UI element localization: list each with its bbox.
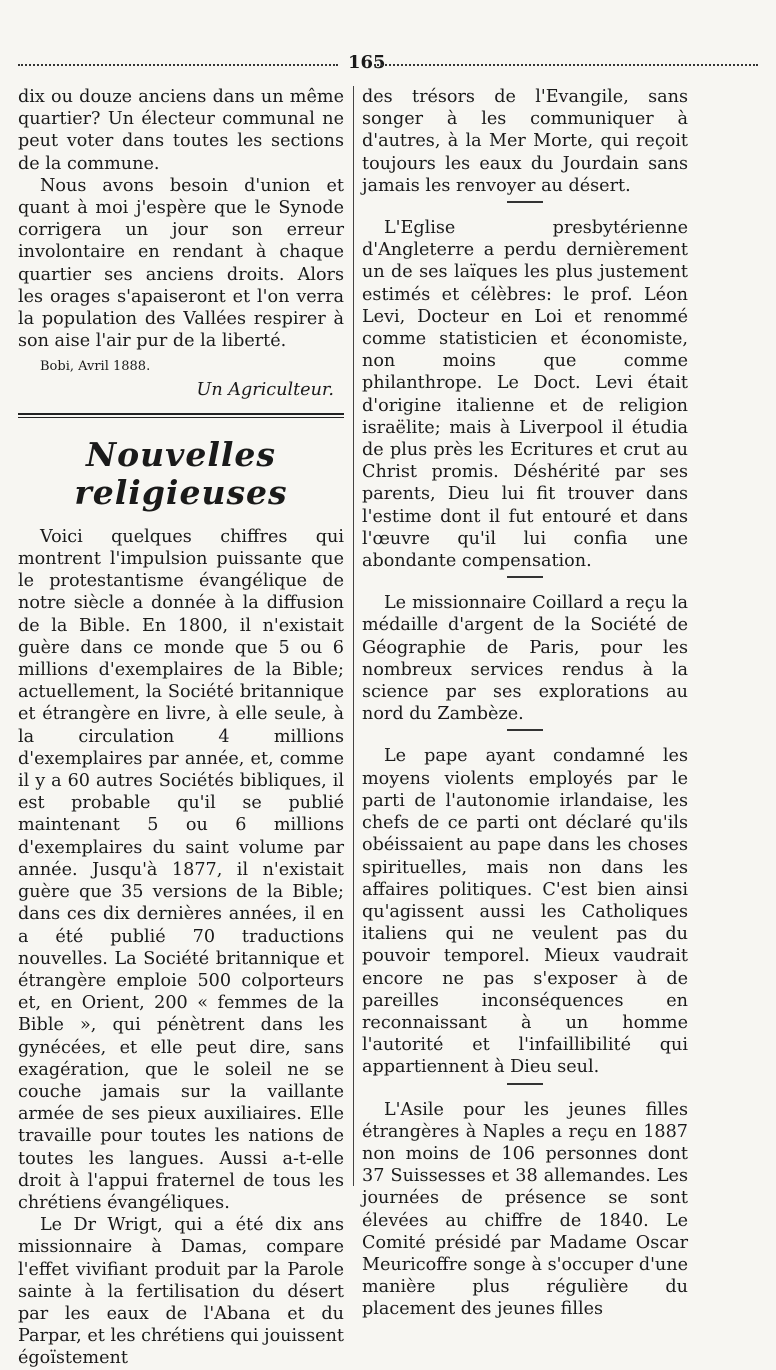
right-paragraph-3: Le missionnaire Coillard a reçu la médaille d'argent de la Société de Géographie de Paris, pour les nombreux services rendus à la science par ses explorations au nord du Zambèze. <box>362 593 688 725</box>
right-column <box>362 86 688 1321</box>
left-paragraph-2: Nous avons besoin d'union et quant à moi j'espère que le Synode corrigera un jour son erreur involontaire en rendant à chaque quartier ses anciens droits. Alors les orages s'apaiseront et l'on verra la population des Vallées respirer à son aise l'air pur de la liberté. <box>18 175 344 352</box>
separator-3 <box>507 729 543 731</box>
signature: Un Agriculteur. <box>196 379 334 400</box>
left-paragraph-1: dix ou douze anciens dans un même quartier? Un électeur communal ne peut voter dans toutes les sections de la commune. <box>18 87 344 174</box>
right-paragraph-4: Le pape ayant condamné les moyens violents employés par le parti de l'autonomie irlandaise, les chefs de ce parti ont déclaré qu'ils obéissaient au pape dans les choses spirituelles, mais non dans les affaires politiques. C'est bien ainsi qu'agissent aussi les Catholiques italiens qui ne veulent pas du pouvoir temporel. Mieux vaudrait encore ne pas s'exposer à de pareilles inconséquences en reconnaissant à un homme l'autorité et l'infaillibilité qui appartiennent à Dieu seul. <box>362 746 688 1078</box>
header-rule-left <box>18 64 338 66</box>
page-header <box>18 52 758 76</box>
separator-2 <box>507 576 543 578</box>
separator-4 <box>507 1083 543 1085</box>
column-divider <box>353 86 354 1186</box>
left-column <box>18 86 344 1370</box>
page-number: 165 <box>348 52 386 73</box>
section-rule <box>18 413 344 418</box>
header-rule-right <box>374 64 758 66</box>
right-paragraph-2: L'Eglise presbytérienne d'Angleterre a perdu dernièrement un de ses laïques les plus justement estimés et célèbres: le prof. Léon Levi, Docteur en Loi et renommé comme statisticien et économiste, non moins que comme philanthrope. Le Doct. Levi était d'origine italienne et de religion israëlite; mais à Liverpool il étudia de plus près les Ecritures et crut au Christ promis. Déshérité par ses parents, Dieu lui fit trouver dans l'estime dont il fut entouré et dans l'œuvre qu'il lui confia une abondante compensation. <box>362 218 688 572</box>
dateline: Bobi, Avril 1888. <box>40 359 151 375</box>
left-paragraph-4: Le Dr Wrigt, qui a été dix ans missionnaire à Damas, compare l'effet vivifiant produit par la Parole sainte à la fertilisation du désert par les eaux de l'Abana et du Parpar, et les chrétiens qui jouissent égoïstement <box>18 1215 344 1369</box>
section-title: Nouvelles religieuses <box>74 434 288 512</box>
right-paragraph-5: L'Asile pour les jeunes filles étrangères à Naples a reçu en 1887 non moins de 106 personnes dont 37 Suissesses et 38 allemandes. Les journées de présence se sont élevées au chiffre de 1840. Le Comité présidé par Madame Oscar Meuricoffre songe à s'occuper d'une manière plus régulière du placement des jeunes filles <box>362 1099 688 1320</box>
right-paragraph-1: des trésors de l'Evangile, sans songer à les communiquer à d'autres, à la Mer Morte, qui reçoit toujours les eaux du Jourdain sans jamais les renvoyer au désert. <box>362 87 688 196</box>
left-paragraph-3: Voici quelques chiffres qui montrent l'impulsion puissante que le protestantisme évangélique de notre siècle a donnée à la diffusion de la Bible. En 1800, il n'existait guère dans ce monde que 5 ou 6 millions d'exemplaires de la Bible; actuellement, la Société britannique et étrangère en livre, à elle seule, à la circulation 4 millions d'exemplaires par année, et, comme il y a 60 autres Sociétés bibliques, il est probable qu'il se publié maintenant 5 ou 6 millions d'exemplaires du saint volume par année. Jusqu'à 1877, il n'existait guère que 35 versions de la Bible; dans ces dix dernières années, il en a été publié 70 traductions nouvelles. La Société britannique et étrangère emploie 500 colporteurs et, en Orient, 200 « femmes de la Bible », qui pénètrent dans les gynécées, et elle peut dire, sans exagération, que le soleil ne se couche jamais sur la vaillante armée de ses pieux auxiliaires. Elle travaille pour toutes les nations de toutes les langues. Aussi a-t-elle droit à l'appui fraternel de tous les chrétiens évangéliques. <box>18 526 344 1213</box>
separator-1 <box>507 201 543 203</box>
